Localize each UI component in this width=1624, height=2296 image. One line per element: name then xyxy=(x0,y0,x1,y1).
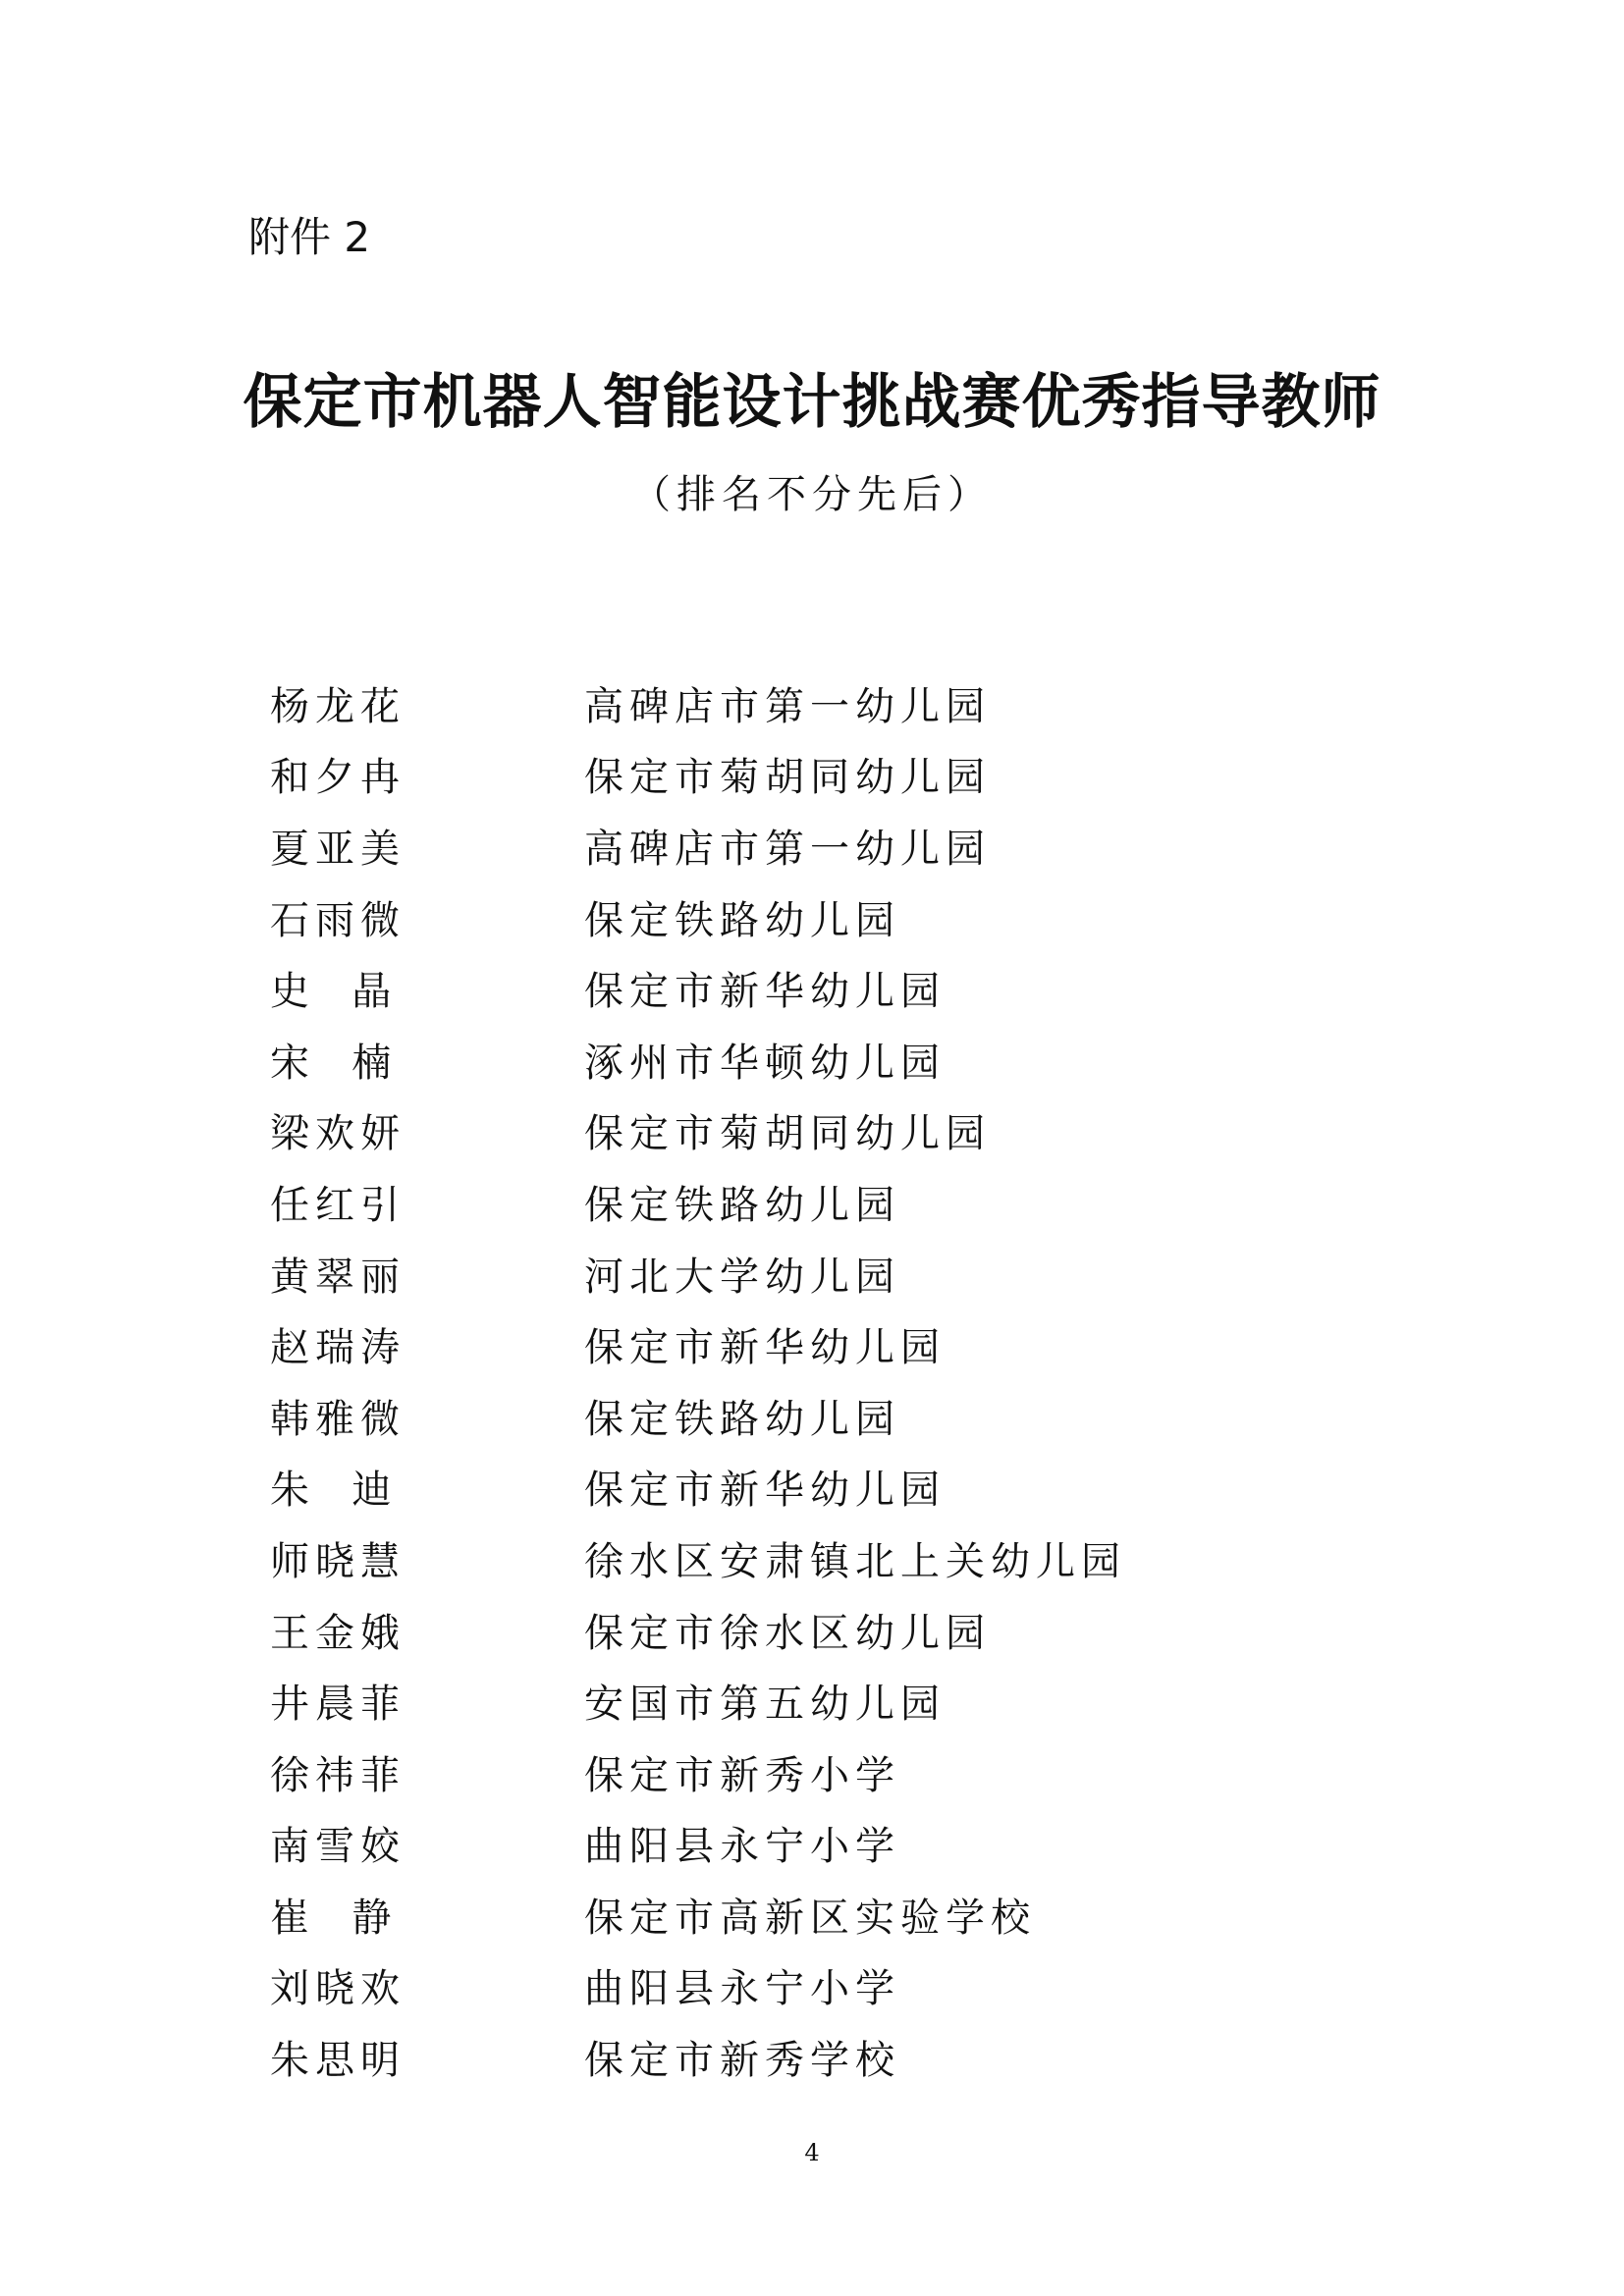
teacher-name: 任红引 xyxy=(270,1182,406,1228)
list-item xyxy=(270,881,1448,953)
list-item xyxy=(270,667,1448,739)
attachment-label: 附件 2 xyxy=(248,213,371,261)
teacher-school: 保定市新秀学校 xyxy=(584,2038,900,2084)
teacher-school: 保定铁路幼儿园 xyxy=(584,1182,900,1228)
teacher-name: 王金娥 xyxy=(270,1610,406,1656)
teacher-name: 梁欢妍 xyxy=(270,1111,406,1157)
teacher-name: 黄翠丽 xyxy=(270,1254,406,1300)
teacher-school: 保定铁路幼儿园 xyxy=(584,897,900,943)
teacher-name: 崔 静 xyxy=(270,1895,398,1941)
page-number: 4 xyxy=(804,2139,820,2166)
teacher-school: 保定市菊胡同幼儿园 xyxy=(584,1111,991,1157)
teacher-name: 史 晶 xyxy=(270,969,398,1015)
list-item xyxy=(270,1950,1448,2022)
list-item xyxy=(270,1665,1448,1736)
teacher-school: 高碑店市第一幼儿园 xyxy=(584,683,991,729)
list-item xyxy=(270,1024,1448,1095)
list-item xyxy=(270,1380,1448,1452)
list-item xyxy=(270,1452,1448,1523)
teacher-name: 朱 迪 xyxy=(270,1468,398,1514)
teacher-school: 保定市新华幼儿园 xyxy=(584,1468,946,1514)
teacher-school: 保定市徐水区幼儿园 xyxy=(584,1610,991,1656)
teacher-name: 刘晓欢 xyxy=(270,1966,406,2012)
teacher-school: 徐水区安肃镇北上关幼儿园 xyxy=(584,1538,1126,1584)
list-item xyxy=(270,1166,1448,1238)
list-item xyxy=(270,1238,1448,1309)
teacher-school: 保定市新华幼儿园 xyxy=(584,969,946,1015)
list-item xyxy=(270,1308,1448,1380)
list-item xyxy=(270,952,1448,1024)
list-item xyxy=(270,1879,1448,1950)
teacher-name: 石雨微 xyxy=(270,897,406,943)
teacher-school: 曲阳县永宁小学 xyxy=(584,1966,900,2012)
teacher-name: 韩雅微 xyxy=(270,1396,406,1442)
teacher-school: 涿州市华顿幼儿园 xyxy=(584,1040,946,1086)
teacher-name: 赵瑞涛 xyxy=(270,1325,406,1371)
list-item xyxy=(270,1808,1448,1880)
teacher-name: 宋 楠 xyxy=(270,1040,398,1086)
teacher-school: 保定市新华幼儿园 xyxy=(584,1325,946,1371)
page-title: 保定市机器人智能设计挑战赛优秀指导教师 xyxy=(243,368,1381,437)
teacher-list xyxy=(270,667,1448,2093)
teacher-school: 保定市新秀小学 xyxy=(584,1752,900,1798)
teacher-name: 和夕冉 xyxy=(270,755,406,801)
teacher-name: 徐祎菲 xyxy=(270,1752,406,1798)
list-item xyxy=(270,1594,1448,1666)
teacher-school: 高碑店市第一幼儿园 xyxy=(584,826,991,872)
teacher-name: 井晨菲 xyxy=(270,1682,406,1728)
list-item xyxy=(270,810,1448,881)
page-subtitle: （排名不分先后） xyxy=(631,472,993,517)
teacher-name: 南雪姣 xyxy=(270,1824,406,1870)
teacher-school: 曲阳县永宁小学 xyxy=(584,1824,900,1870)
teacher-school: 保定市菊胡同幼儿园 xyxy=(584,755,991,801)
list-item xyxy=(270,1522,1448,1594)
teacher-name: 师晓慧 xyxy=(270,1538,406,1584)
list-item xyxy=(270,1095,1448,1167)
teacher-school: 河北大学幼儿园 xyxy=(584,1254,900,1300)
teacher-school: 保定铁路幼儿园 xyxy=(584,1396,900,1442)
teacher-name: 夏亚美 xyxy=(270,826,406,872)
list-item xyxy=(270,739,1448,811)
teacher-school: 保定市高新区实验学校 xyxy=(584,1895,1036,1941)
teacher-name: 朱思明 xyxy=(270,2038,406,2084)
teacher-school: 安国市第五幼儿园 xyxy=(584,1682,946,1728)
list-item xyxy=(270,1736,1448,1808)
teacher-name: 杨龙花 xyxy=(270,683,406,729)
list-item xyxy=(270,2021,1448,2093)
